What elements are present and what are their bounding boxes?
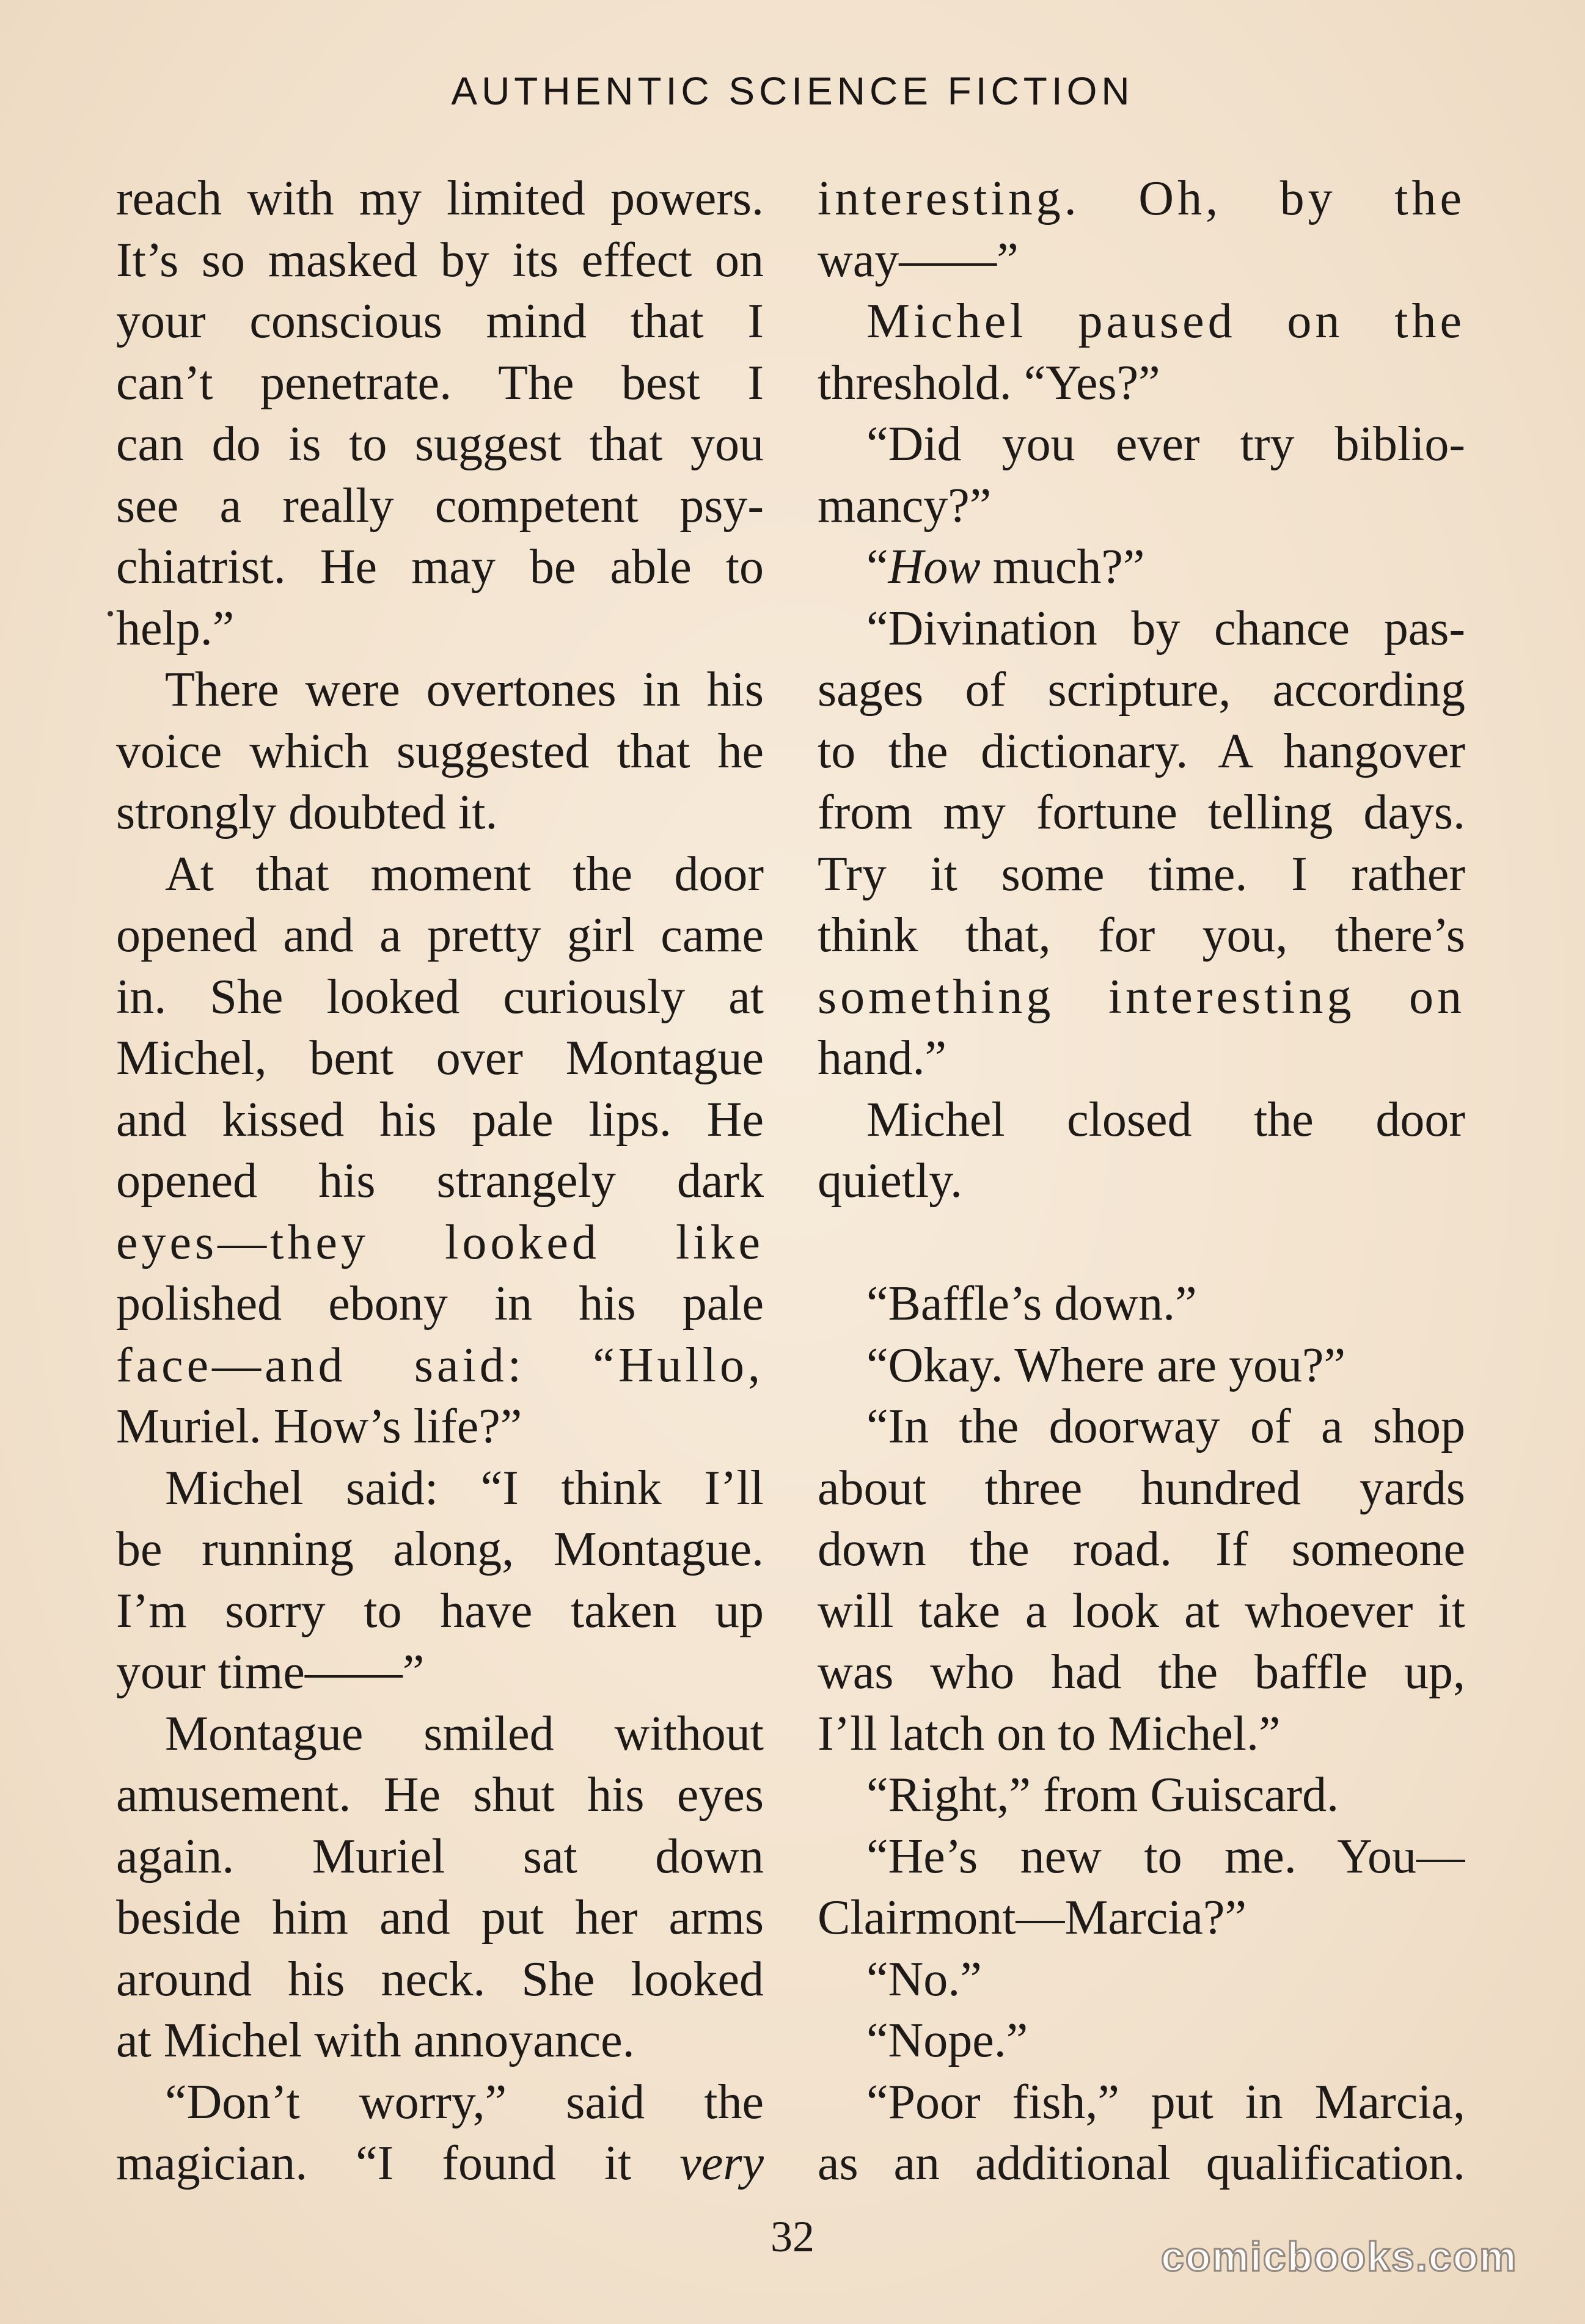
text-line: polished ebony in his pale	[116, 1277, 764, 1331]
text-line: face—and said: “Hullo,	[116, 1338, 764, 1392]
text-line: about three hundred yards	[818, 1461, 1465, 1515]
text-line: It’s so masked by its effect on	[116, 233, 764, 287]
text-line: chiatrist. He may be able to	[116, 540, 764, 594]
text-line: see a really competent psy-	[116, 478, 764, 533]
text-line: I’ll latch on to Michel.”	[818, 1706, 1281, 1761]
text-line: something interesting on	[818, 970, 1465, 1024]
text-line: your conscious mind that I	[116, 294, 764, 348]
left-text-column	[116, 168, 764, 2194]
text-line: help.”	[116, 601, 235, 656]
text-line: your time——”	[116, 1645, 425, 1699]
text-line: again. Muriel sat down	[116, 1829, 764, 1884]
text-line: as an additional qualification.	[818, 2136, 1465, 2190]
text-line: “Baffle’s down.”	[866, 1277, 1197, 1331]
text-line: Michel, bent over Montague	[116, 1031, 764, 1085]
text-line: “Did you ever try biblio-	[866, 417, 1465, 471]
text-line: beside him and put her arms	[116, 1891, 764, 1945]
text-line: quietly.	[818, 1154, 962, 1208]
text-line: will take a look at whoever it	[818, 1584, 1465, 1638]
text-line: around his neck. She looked	[116, 1952, 764, 2006]
text-line: opened and a pretty girl came	[116, 908, 764, 962]
text-line: be running along, Montague.	[116, 1522, 764, 1576]
text-line	[116, 2133, 764, 2194]
text-line: from my fortune telling days.	[818, 786, 1465, 839]
text-fragment: much?”	[980, 540, 1145, 594]
text-line: and kissed his pale lips. He	[116, 1092, 764, 1147]
text-line: “Poor fish,” put in Marcia,	[866, 2075, 1465, 2129]
italic-word: How	[888, 540, 981, 594]
text-line: Muriel. How’s life?”	[116, 1400, 522, 1453]
text-line: “Right,” from Guiscard.	[866, 1768, 1339, 1822]
text-line: Clairmont—Marcia?”	[818, 1891, 1246, 1945]
text-line: voice which suggested that he	[116, 724, 764, 778]
text-line: threshold. “Yes?”	[818, 356, 1160, 410]
text-line: I’m sorry to have taken up	[116, 1584, 764, 1638]
text-line: at Michel with annoyance.	[116, 2014, 635, 2067]
running-head: AUTHENTIC SCIENCE FICTION	[451, 69, 1134, 113]
text-line: “Divination by chance pas-	[866, 601, 1465, 656]
text-line: strongly doubted it.	[116, 786, 498, 839]
text-line: There were overtones in his	[165, 663, 764, 717]
text-line: interesting. Oh, by the	[818, 172, 1465, 225]
text-line: Try it some time. I rather	[818, 847, 1465, 901]
text-line: Michel paused on the	[866, 294, 1465, 348]
text-line: reach with my limited powers.	[116, 172, 764, 225]
text-line: was who had the baffle up,	[818, 1645, 1465, 1699]
watermark: comicbooks.com	[1161, 2234, 1518, 2280]
text-line: Montague smiled without	[165, 1706, 764, 1761]
text-line: At that moment the door	[165, 847, 764, 901]
text-line: to the dictionary. A hangover	[818, 724, 1465, 778]
text-line: eyes—they looked like	[116, 1215, 764, 1270]
text-line: Michel said: “I think I’ll	[165, 1461, 764, 1515]
text-line: “He’s new to me. You—	[866, 1829, 1465, 1884]
text-line: amusement. He shut his eyes	[116, 1768, 764, 1822]
text-line: “No.”	[866, 1952, 982, 2006]
text-line: “Okay. Where are you?”	[866, 1338, 1345, 1392]
text-line: “Don’t worry,” said the	[165, 2075, 764, 2129]
text-line: hand.”	[818, 1031, 947, 1085]
text-line: sages of scripture, according	[818, 663, 1465, 717]
text-line: opened his strangely dark	[116, 1154, 764, 1208]
text-line: in. She looked curiously at	[116, 970, 764, 1024]
text-line: can’t penetrate. The best I	[116, 356, 764, 410]
text-line: mancy?”	[818, 478, 992, 533]
italic-word: very	[679, 2136, 764, 2190]
text-line: way——”	[818, 233, 1019, 287]
text-fragment: magician. “I found it	[116, 2136, 632, 2190]
text-line: “Nope.”	[866, 2014, 1028, 2067]
ink-speck	[108, 611, 113, 616]
text-line: down the road. If someone	[818, 1522, 1465, 1576]
page-number: 32	[771, 2212, 814, 2261]
text-fragment: “	[866, 540, 888, 594]
right-text-column	[818, 168, 1465, 2194]
text-line	[818, 536, 1465, 598]
text-line: can do is to suggest that you	[116, 417, 764, 471]
section-break	[818, 1212, 1465, 1274]
text-line: “In the doorway of a shop	[866, 1400, 1465, 1453]
text-line: think that, for you, there’s	[818, 908, 1465, 962]
text-line: Michel closed the door	[866, 1092, 1465, 1147]
